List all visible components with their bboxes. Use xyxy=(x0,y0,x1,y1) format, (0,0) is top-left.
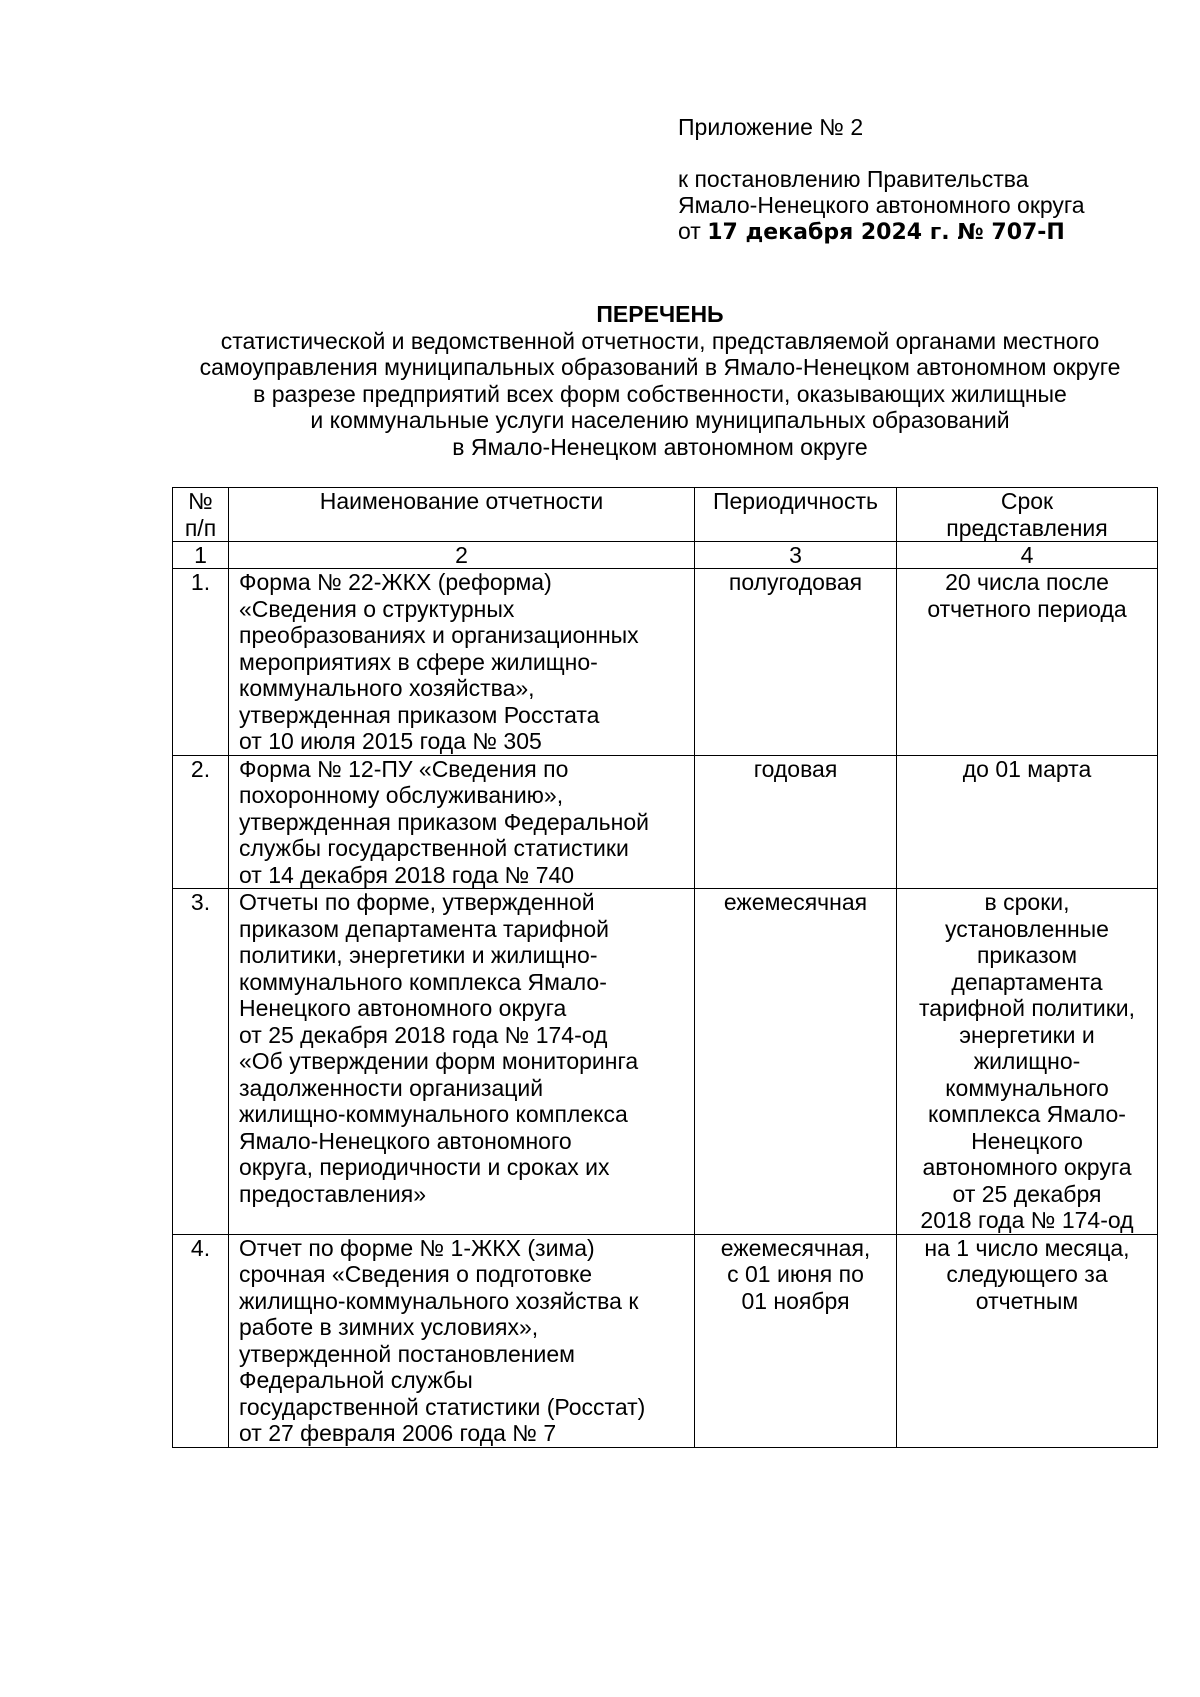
row-period: ежемесячная xyxy=(695,889,897,1235)
appendix-line-1: к постановлению Правительства xyxy=(678,166,1029,192)
table-row xyxy=(173,1234,1158,1447)
table-row xyxy=(173,569,1158,756)
table-row xyxy=(173,889,1158,1235)
row-deadline: 20 числа после отчетного периода xyxy=(897,569,1158,756)
row-num: 2. xyxy=(173,755,229,889)
row-period: ежемесячная, с 01 июня по 01 ноября xyxy=(695,1234,897,1447)
appendix-date-line xyxy=(678,218,1158,246)
appendix-date: 17 декабря 2024 г. № 707-П xyxy=(707,220,1065,245)
appendix-number: Приложение № 2 xyxy=(678,114,864,140)
table-row xyxy=(173,755,1158,889)
row-deadline: на 1 число месяца, следующего за отчетным xyxy=(897,1234,1158,1447)
index-cell: 3 xyxy=(695,542,897,569)
document-title-block xyxy=(160,301,1160,460)
index-cell: 1 xyxy=(173,542,229,569)
row-name: Форма № 12-ПУ «Сведения по похоронному обслуживанию», утвержденная приказом Федеральной службы государственной статистики от 14 декабря 2018 года № 740 xyxy=(229,755,695,889)
document-subtitle: статистической и ведомственной отчетности, представляемой органами местного самоуправления муниципальных образований в Ямало-Ненецком автономном округе в разрезе предприятий всех форм собственности, оказывающих жилищные и коммунальные услуги населению муниципальных образований в Ямало-Ненецком автономном округе xyxy=(199,327,1121,460)
header-period: Периодичность xyxy=(695,488,897,542)
row-deadline: в сроки, установленные приказом департамента тарифной политики, энергетики и жилищно- коммунального комплекса Ямало- Ненецкого автономного округа от 25 декабря 2018 года № 174-од xyxy=(897,889,1158,1235)
appendix-date-prefix: от xyxy=(678,218,708,244)
row-name: Форма № 22-ЖКХ (реформа) «Сведения о структурных преобразованиях и организационных мероприятиях в сфере жилищно- коммунального хозяйства», утвержденная приказом Росстата от 10 июля 2015 года № 305 xyxy=(229,569,695,756)
row-deadline: до 01 марта xyxy=(897,755,1158,889)
header-deadline: Срок представления xyxy=(897,488,1158,542)
row-num: 4. xyxy=(173,1234,229,1447)
row-period: полугодовая xyxy=(695,569,897,756)
reporting-table xyxy=(172,487,1158,1448)
document-title: ПЕРЕЧЕНЬ xyxy=(596,301,724,327)
index-cell: 2 xyxy=(229,542,695,569)
index-cell: 4 xyxy=(897,542,1158,569)
row-name: Отчеты по форме, утвержденной приказом департамента тарифной политики, энергетики и жилищно- коммунального комплекса Ямало- Ненецкого автономного округа от 25 декабря 2018 года № 174-од «Об утверждении форм мониторинга задолженности организаций жилищно-коммунального комплекса Ямало-Ненецкого автономного округа, периодичности и сроках их предоставления» xyxy=(229,889,695,1235)
row-num: 3. xyxy=(173,889,229,1235)
row-num: 1. xyxy=(173,569,229,756)
appendix-line-2: Ямало-Ненецкого автономного округа xyxy=(678,192,1085,218)
row-name: Отчет по форме № 1-ЖКХ (зима) срочная «Сведения о подготовке жилищно-коммунального хозяйства к работе в зимних условиях», утвержденной постановлением Федеральной службы государственной статистики (Росстат) от 27 февраля 2006 года № 7 xyxy=(229,1234,695,1447)
header-num: № п/п xyxy=(173,488,229,542)
appendix-header xyxy=(678,114,1158,246)
table-index-row xyxy=(173,542,1158,569)
header-name: Наименование отчетности xyxy=(229,488,695,542)
table-header-row xyxy=(173,488,1158,542)
row-period: годовая xyxy=(695,755,897,889)
